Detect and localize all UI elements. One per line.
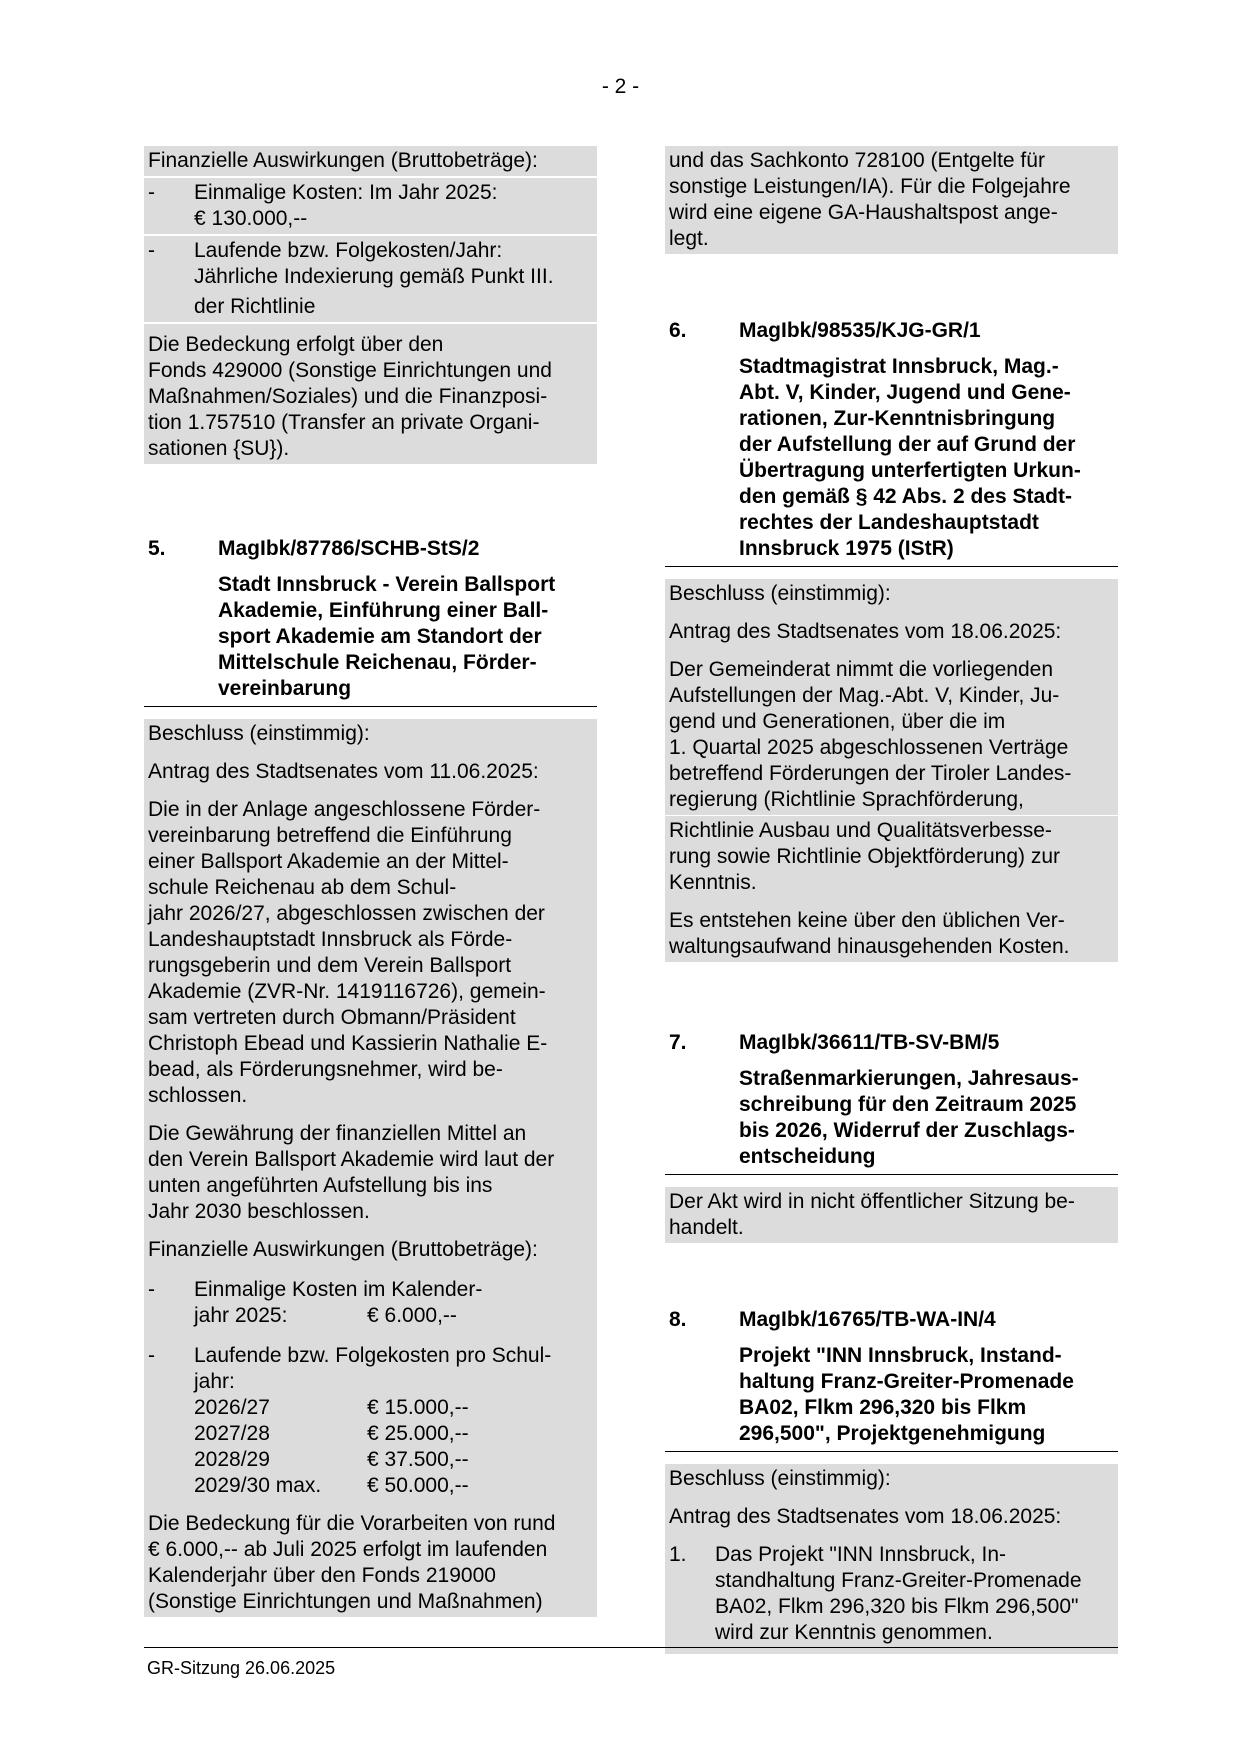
cost-row <box>194 1395 593 1421</box>
cost-value: € 15.000,-- <box>367 1396 469 1419</box>
text-line: Kalenderjahr über den Fonds 219000 <box>148 1564 496 1587</box>
item-6-header <box>665 318 1118 344</box>
bedeckung-paragraph <box>144 1501 597 1617</box>
fin-line: Laufende bzw. Folgekosten/Jahr: <box>194 239 503 262</box>
text-line: Richtlinie Ausbau und Qualitätsverbesse- <box>669 819 1052 842</box>
cost-value: € 25.000,-- <box>367 1422 469 1445</box>
fin-item-once <box>144 178 597 234</box>
text-line: handelt. <box>669 1216 744 1239</box>
fin-item-once <box>144 1265 597 1331</box>
fin-line: Einmalige Kosten: Im Jahr 2025: <box>194 181 498 204</box>
cost-year: 2027/28 <box>194 1422 270 1445</box>
text-line: rung sowie Richtlinie Objektförderung) zur <box>669 845 1061 868</box>
item-8-title <box>665 1343 1118 1452</box>
bedeckung-paragraph <box>144 324 597 464</box>
cost-year: 2028/29 <box>194 1448 270 1471</box>
title-line: schreibung für den Zeitraum 2025 <box>739 1093 1077 1116</box>
resolution-paragraph <box>665 647 1118 815</box>
text-line: Maßnahmen/Soziales) und die Finanzposi- <box>148 385 548 408</box>
text-line: wird eine eigene GA-Haushaltspost ange- <box>669 201 1058 224</box>
text-line: Die in der Anlage angeschlossene Förder- <box>148 798 541 821</box>
resolution-paragraph <box>144 787 597 1111</box>
resolution-paragraph-cont <box>665 816 1118 898</box>
text-line: sonstige Leistungen/IA). Für die Folgejahre <box>669 175 1071 198</box>
item-number: 8. <box>669 1308 687 1331</box>
title-line: Übertragung unterfertigten Urkun- <box>739 459 1081 482</box>
bullet: - <box>148 239 155 262</box>
item-number: 6. <box>669 319 687 342</box>
item-6-title <box>665 354 1118 567</box>
text-line: vereinbarung betreffend die Einführung <box>148 824 512 847</box>
text-line: standhaltung Franz-Greiter-Promenade <box>715 1569 1082 1592</box>
text-line: BA02, Flkm 296,320 bis Flkm 296,500" <box>715 1595 1079 1618</box>
title-line: haltung Franz-Greiter-Promenade <box>739 1370 1074 1393</box>
text-line: und das Sachkonto 728100 (Entgelte für <box>669 149 1045 172</box>
text-line: Landeshauptstadt Innsbruck als Förde- <box>148 928 513 951</box>
text-line: wird zur Kenntnis genommen. <box>715 1621 993 1644</box>
title-line: rationen, Zur-Kenntnisbringung <box>739 407 1056 430</box>
text-line: gend und Generationen, über die im <box>669 710 1006 733</box>
antrag-label: Antrag des Stadtsenates vom 11.06.2025: <box>144 749 597 787</box>
title-line: Straßenmarkierungen, Jahresaus- <box>739 1067 1079 1090</box>
title-line: Innsbruck 1975 (IStR) <box>739 537 954 560</box>
item-reference: MagIbk/87786/SCHB-StS/2 <box>218 537 480 560</box>
text-line: schule Reichenau ab dem Schul- <box>148 876 457 899</box>
continued-paragraph <box>665 146 1118 254</box>
text-line: Fonds 429000 (Sonstige Einrichtungen und <box>148 359 552 382</box>
fin-line: Einmalige Kosten im Kalender- <box>194 1278 483 1301</box>
cost-row <box>194 1447 593 1473</box>
cost-row <box>194 1421 593 1447</box>
footer-divider <box>144 1647 1118 1648</box>
title-line: bis 2026, Widerruf der Zuschlags- <box>739 1119 1075 1142</box>
item-8-header <box>665 1307 1118 1333</box>
title-line: Mittelschule Reichenau, Förder- <box>218 651 537 674</box>
beschluss-label: Beschluss (einstimmig): <box>665 1464 1118 1494</box>
item-7-header <box>665 1030 1118 1056</box>
bullet: - <box>148 1278 155 1301</box>
title-line: den gemäß § 42 Abs. 2 des Stadt- <box>739 485 1072 508</box>
title-line: rechtes der Landeshauptstadt <box>739 511 1039 534</box>
beschluss-label: Beschluss (einstimmig): <box>665 579 1118 609</box>
title-line: Abt. V, Kinder, Jugend und Gene- <box>739 381 1071 404</box>
text-line: Akademie (ZVR-Nr. 1419116726), gemein- <box>148 980 546 1003</box>
item-5-title <box>144 572 597 707</box>
title-line: der Aufstellung der auf Grund der <box>739 433 1076 456</box>
fin-item-recurring <box>144 236 597 292</box>
text-line: Der Gemeinderat nimmt die vorliegenden <box>669 658 1054 681</box>
item-reference: MagIbk/98535/KJG-GR/1 <box>739 319 981 342</box>
text-line: Die Bedeckung erfolgt über den <box>148 333 444 356</box>
title-line: entscheidung <box>739 1145 876 1168</box>
fin-heading: Finanzielle Auswirkungen (Bruttobeträge): <box>144 1227 597 1265</box>
fin-item-recurring <box>144 1331 597 1501</box>
antrag-label: Antrag des Stadtsenates vom 18.06.2025: <box>665 609 1118 647</box>
fin-line: Laufende bzw. Folgekosten pro Schul- <box>194 1344 552 1367</box>
text-line: einer Ballsport Akademie an der Mittel- <box>148 850 509 873</box>
text-line: Die Bedeckung für die Vorarbeiten von rund <box>148 1512 556 1535</box>
cost-year: 2026/27 <box>194 1396 270 1419</box>
item-7-text <box>665 1187 1118 1243</box>
beschluss-label: Beschluss (einstimmig): <box>144 719 597 749</box>
fin-heading: Finanzielle Auswirkungen (Bruttobeträge): <box>144 146 597 176</box>
text-line: legt. <box>669 227 709 250</box>
text-line: (Sonstige Einrichtungen und Maßnahmen) <box>148 1590 543 1613</box>
title-line: 296,500", Projektgenehmigung <box>739 1422 1046 1445</box>
title-line: Projekt "INN Innsbruck, Instand- <box>739 1344 1062 1367</box>
antrag-label: Antrag des Stadtsenates vom 18.06.2025: <box>665 1494 1118 1532</box>
bullet: - <box>148 181 155 204</box>
costs-paragraph <box>665 898 1118 962</box>
title-line: sport Akademie am Standort der <box>218 625 542 648</box>
funding-paragraph <box>144 1111 597 1227</box>
text-line: tion 1.757510 (Transfer an private Organi- <box>148 411 540 434</box>
text-line: Das Projekt "INN Innsbruck, In- <box>715 1543 1007 1566</box>
text-line: regierung (Richtlinie Sprachförderung, <box>669 788 1024 811</box>
item-7-title <box>665 1066 1118 1175</box>
item-number: 5. <box>148 537 166 560</box>
left-column <box>144 146 597 1617</box>
cost-value: € 37.500,-- <box>367 1448 469 1471</box>
title-line: Stadt Innsbruck - Verein Ballsport <box>218 573 556 596</box>
text-line: betreffend Förderungen der Tiroler Landes- <box>669 762 1072 785</box>
text-line: Kenntnis. <box>669 871 757 894</box>
text-line: sam vertreten durch Obmann/Präsident <box>148 1006 516 1029</box>
item-reference: MagIbk/36611/TB-SV-BM/5 <box>739 1031 1000 1054</box>
text-line: unten angeführten Aufstellung bis ins <box>148 1174 493 1197</box>
text-line: Aufstellungen der Mag.-Abt. V, Kinder, Ju- <box>669 684 1060 707</box>
fin-line: jahr: <box>194 1370 235 1393</box>
text-line: € 6.000,-- ab Juli 2025 erfolgt im laufenden <box>148 1538 548 1561</box>
text-line: rungsgeberin und dem Verein Ballsport <box>148 954 512 977</box>
title-line: Akademie, Einführung einer Ball- <box>218 599 549 622</box>
numbered-point <box>665 1532 1118 1654</box>
right-column <box>665 146 1118 1654</box>
cost-year: 2029/30 max. <box>194 1474 322 1497</box>
cost-value: € 6.000,-- <box>367 1304 457 1327</box>
text-line: Jahr 2030 beschlossen. <box>148 1200 370 1223</box>
text-line: sationen {SU}). <box>148 437 290 460</box>
text-line: bead, als Förderungsnehmer, wird be- <box>148 1058 503 1081</box>
fin-line: Jährliche Indexierung gemäß Punkt III. <box>194 265 554 288</box>
footer-text: GR-Sitzung 26.06.2025 <box>147 1658 336 1678</box>
item-5-header <box>144 536 597 562</box>
title-line: BA02, Flkm 296,320 bis Flkm <box>739 1396 1027 1419</box>
point-number: 1. <box>669 1543 687 1566</box>
item-reference: MagIbk/16765/TB-WA-IN/4 <box>739 1308 996 1331</box>
title-line: Stadtmagistrat Innsbruck, Mag.- <box>739 355 1059 378</box>
text-line: Die Gewährung der finanziellen Mittel an <box>148 1122 527 1145</box>
bullet: - <box>148 1344 155 1367</box>
fin-line: € 130.000,-- <box>194 207 308 230</box>
title-line: vereinbarung <box>218 677 352 700</box>
item-number: 7. <box>669 1031 687 1054</box>
text-line: Christoph Ebead und Kassierin Nathalie E- <box>148 1032 548 1055</box>
text-line: Der Akt wird in nicht öffentlicher Sitzung be- <box>669 1190 1075 1213</box>
text-line: waltungsaufwand hinausgehenden Kosten. <box>669 935 1070 958</box>
fin-line: der Richtlinie <box>194 295 316 318</box>
text-line: schlossen. <box>148 1084 248 1107</box>
text-line: jahr 2026/27, abgeschlossen zwischen der <box>148 902 545 925</box>
fin-item-tail <box>144 292 597 322</box>
cost-value: € 50.000,-- <box>367 1474 469 1497</box>
cost-label: jahr 2025: <box>194 1304 288 1327</box>
text-line: 1. Quartal 2025 abgeschlossenen Verträge <box>669 736 1069 759</box>
text-line: den Verein Ballsport Akademie wird laut der <box>148 1148 555 1171</box>
cost-row <box>194 1473 593 1499</box>
page-number: - 2 - <box>601 75 640 98</box>
text-line: Es entstehen keine über den üblichen Ver- <box>669 909 1065 932</box>
